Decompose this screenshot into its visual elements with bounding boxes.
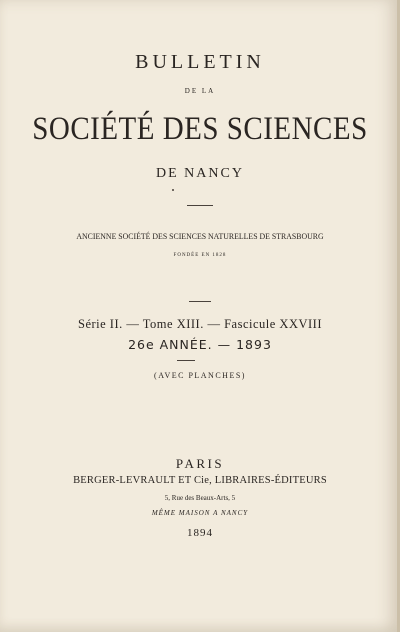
de-nancy-text: DE NANCY xyxy=(156,166,244,181)
meme-maison-line: MÊME MAISON A NANCY xyxy=(151,509,249,517)
divider-rule xyxy=(189,301,211,302)
year-edition-line: 26e ANNÉE. — 1893 xyxy=(128,337,272,352)
divider-rule xyxy=(187,205,213,206)
publisher-line: BERGER-LEVRAULT ET Cie, LIBRAIRES-ÉDITEURS xyxy=(73,475,327,486)
address-line: 5, Rue des Beaux-Arts, 5 xyxy=(164,494,236,502)
ornament-dot xyxy=(172,189,174,191)
founded-line: FONDÉE EN 1828 xyxy=(173,253,227,258)
city-line: PARIS xyxy=(175,456,225,471)
avec-planches-line: (AVEC PLANCHES) xyxy=(154,371,246,380)
publication-year: 1894 xyxy=(187,527,213,539)
bulletin-heading: BULLETIN xyxy=(135,51,265,73)
series-line: Série II. — Tome XIII. — Fascicule XXVIII xyxy=(78,317,322,331)
society-name: SOCIÉTÉ DES SCIENCES xyxy=(32,111,368,147)
former-society-line: ANCIENNE SOCIÉTÉ DES SCIENCES NATURELLES DE STRASBOURG xyxy=(76,231,324,241)
divider-rule xyxy=(177,360,195,361)
de-la-text: DE LA xyxy=(184,87,216,95)
